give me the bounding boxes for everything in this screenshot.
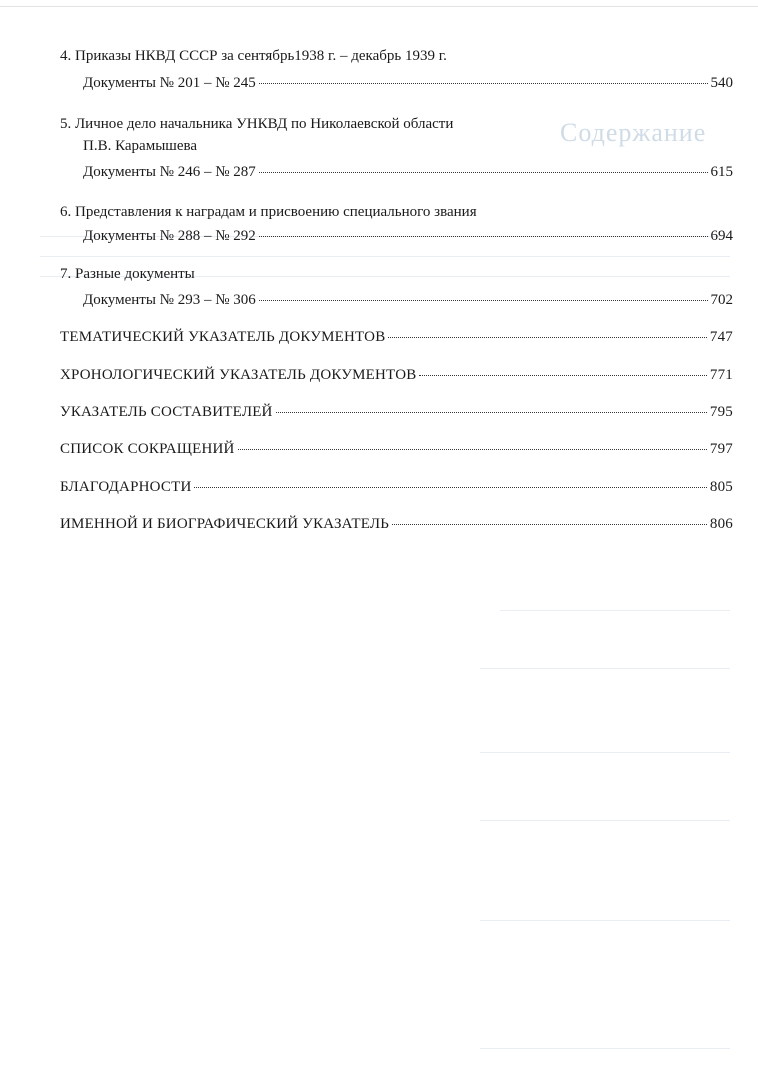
toc-entry-docs: Документы № 201 – № 245 <box>83 75 256 91</box>
toc-section-heading: 4. Приказы НКВД СССР за сентябрь1938 г. – декабрь 1939 г. <box>60 48 447 64</box>
toc-entry-docs: Документы № 288 – № 292 <box>83 228 256 244</box>
toc-section-heading-cont: П.В. Карамышева <box>83 138 198 154</box>
toc-index-entry <box>60 478 733 496</box>
toc-page-number: 540 <box>710 75 733 91</box>
dot-leader <box>392 524 707 525</box>
toc-page-number: 795 <box>709 404 733 420</box>
dot-leader <box>259 300 708 301</box>
toc-entry-docs: Документы № 293 – № 306 <box>83 292 256 308</box>
toc-index-title: БЛАГОДАРНОСТИ <box>60 479 192 495</box>
dot-leader <box>194 487 706 488</box>
dot-leader <box>259 83 708 84</box>
toc-page-number: 771 <box>709 367 733 383</box>
toc-page-number: 702 <box>710 292 733 308</box>
dot-leader <box>259 172 708 173</box>
show-through-heading: Содержание <box>560 118 707 147</box>
toc-page-number: 805 <box>709 479 733 495</box>
toc-page-number: 797 <box>709 441 733 457</box>
show-through-line <box>480 1048 730 1049</box>
toc-section-heading: 7. Разные документы <box>60 266 195 282</box>
toc-page-number: 694 <box>710 228 733 244</box>
dot-leader <box>388 337 706 338</box>
show-through-line <box>480 668 730 669</box>
toc-page-number: 615 <box>710 164 733 180</box>
toc-index-title: ИМЕННОЙ И БИОГРАФИЧЕСКИЙ УКАЗАТЕЛЬ <box>60 516 390 532</box>
show-through-line <box>480 920 730 921</box>
dot-leader <box>238 449 707 450</box>
toc-section-heading: 5. Личное дело начальника УНКВД по Николаевской области <box>60 116 454 132</box>
toc-index-title: ТЕМАТИЧЕСКИЙ УКАЗАТЕЛЬ ДОКУМЕНТОВ <box>60 329 386 345</box>
toc-index-title: СПИСОК СОКРАЩЕНИЙ <box>60 441 235 457</box>
toc-entry <box>83 227 733 245</box>
dot-leader <box>276 412 707 413</box>
dot-leader <box>259 236 708 237</box>
toc-index-entry <box>60 366 733 384</box>
toc-entry <box>83 74 733 92</box>
toc-page-number: 806 <box>709 516 733 532</box>
toc-section-heading: 6. Представления к наградам и присвоению специального звания <box>60 204 477 220</box>
dot-leader <box>419 375 706 376</box>
toc-entry <box>83 163 733 181</box>
toc-index-title: УКАЗАТЕЛЬ СОСТАВИТЕЛЕЙ <box>60 404 273 420</box>
show-through-line <box>480 820 730 821</box>
toc-index-entry <box>60 328 733 346</box>
page-top-edge <box>0 6 758 7</box>
toc-index-entry <box>60 403 733 421</box>
toc-index-entry <box>60 515 733 533</box>
toc-entry <box>83 291 733 309</box>
show-through-line <box>480 752 730 753</box>
toc-entry-docs: Документы № 246 – № 287 <box>83 164 256 180</box>
toc-page-number: 747 <box>709 329 733 345</box>
show-through-line <box>40 256 730 257</box>
show-through-line <box>500 610 730 611</box>
toc-index-entry <box>60 440 733 458</box>
toc-index-title: ХРОНОЛОГИЧЕСКИЙ УКАЗАТЕЛЬ ДОКУМЕНТОВ <box>60 367 417 383</box>
